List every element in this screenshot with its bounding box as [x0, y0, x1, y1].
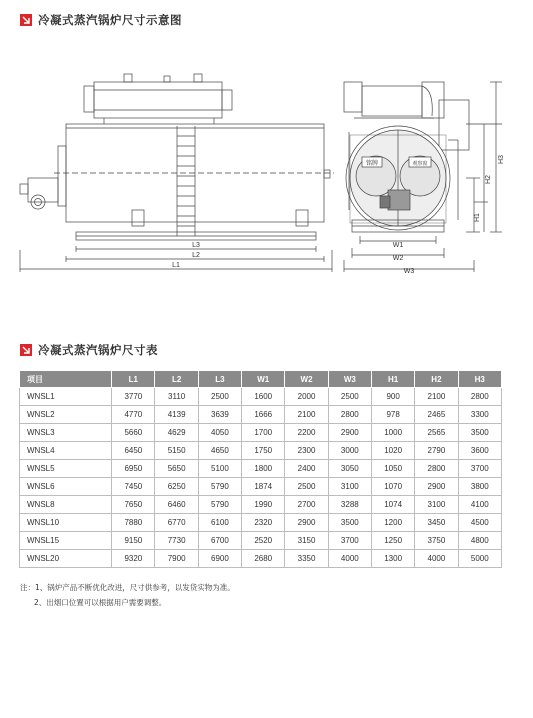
dimension-cell: 5790: [198, 478, 241, 496]
header-cell: W1: [242, 371, 285, 388]
dimension-cell: 4000: [415, 550, 458, 568]
header-cell: W3: [328, 371, 371, 388]
dim-label-w2: W2: [392, 255, 404, 262]
dimension-cell: 2000: [285, 388, 328, 406]
dimension-cell: 2700: [285, 496, 328, 514]
dimension-cell: 2500: [285, 478, 328, 496]
dimension-cell: 6700: [198, 532, 241, 550]
dimension-cell: 3750: [415, 532, 458, 550]
table-row: [20, 478, 502, 496]
dimension-cell: 4629: [155, 424, 198, 442]
dimension-cell: 2200: [285, 424, 328, 442]
dimension-cell: 2800: [458, 388, 501, 406]
dimension-cell: 7900: [155, 550, 198, 568]
side-view: [20, 74, 334, 272]
dimension-cell: 2900: [415, 478, 458, 496]
model-cell: WNSL5: [20, 460, 112, 478]
diagram-section-title: 冷凝式蒸汽锅炉尺寸示意图: [38, 13, 182, 27]
dimension-cell: 2900: [285, 514, 328, 532]
header-cell: L2: [155, 371, 198, 388]
dimension-cell: 3050: [328, 460, 371, 478]
table-row: [20, 550, 502, 568]
dimension-cell: 7730: [155, 532, 198, 550]
dimension-cell: 3770: [112, 388, 155, 406]
dimension-cell: 2800: [328, 406, 371, 424]
dimension-cell: 3700: [458, 460, 501, 478]
model-cell: WNSL8: [20, 496, 112, 514]
dimension-cell: 3000: [328, 442, 371, 460]
dimension-cell: 978: [371, 406, 414, 424]
dimension-cell: 2565: [415, 424, 458, 442]
dimension-cell: 4139: [155, 406, 198, 424]
dimension-cell: 3288: [328, 496, 371, 514]
header-cell: L1: [112, 371, 155, 388]
dimension-cell: 6450: [112, 442, 155, 460]
dimension-cell: 6100: [198, 514, 241, 532]
table-row: [20, 460, 502, 478]
model-cell: WNSL1: [20, 388, 112, 406]
table-section-header: [20, 342, 158, 358]
dimension-cell: 3700: [328, 532, 371, 550]
dim-label-h3: H3: [498, 155, 505, 164]
dimension-cell: 3300: [458, 406, 501, 424]
dimension-cell: 1250: [371, 532, 414, 550]
dimension-cell: 3600: [458, 442, 501, 460]
dimension-cell: 1600: [242, 388, 285, 406]
dimension-cell: 6950: [112, 460, 155, 478]
dimension-cell: 1666: [242, 406, 285, 424]
dimension-cell: 2400: [285, 460, 328, 478]
dimension-cell: 6770: [155, 514, 198, 532]
model-cell: WNSL6: [20, 478, 112, 496]
dim-label-h1: H1: [474, 213, 481, 222]
dimension-cell: 1074: [371, 496, 414, 514]
header-cell: H2: [415, 371, 458, 388]
notes: [20, 580, 235, 610]
table-row: [20, 388, 502, 406]
dim-label-w3: W3: [403, 268, 415, 275]
dimension-cell: 9320: [112, 550, 155, 568]
model-cell: WNSL2: [20, 406, 112, 424]
dimension-cell: 4000: [328, 550, 371, 568]
dimension-cell: 7650: [112, 496, 155, 514]
arrow-bullet-icon: [20, 14, 32, 26]
table-row: [20, 532, 502, 550]
dimension-cell: 3150: [285, 532, 328, 550]
table-row: [20, 424, 502, 442]
dimension-cell: 1300: [371, 550, 414, 568]
dimension-cell: 3350: [285, 550, 328, 568]
dimension-cell: 7450: [112, 478, 155, 496]
header-cell: H1: [371, 371, 414, 388]
dimension-cell: 1070: [371, 478, 414, 496]
dimension-cell: 1050: [371, 460, 414, 478]
dimension-cell: 1000: [371, 424, 414, 442]
dimension-cell: 3100: [415, 496, 458, 514]
dimension-cell: 2500: [328, 388, 371, 406]
model-cell: WNSL3: [20, 424, 112, 442]
dimension-cell: 3100: [328, 478, 371, 496]
dim-label-w1: W1: [392, 242, 404, 249]
dimension-cell: 4500: [458, 514, 501, 532]
header-cell: L3: [198, 371, 241, 388]
dim-label-h2: H2: [485, 175, 492, 184]
dimension-cell: 1750: [242, 442, 285, 460]
dimension-cell: 5660: [112, 424, 155, 442]
front-view: [344, 82, 505, 275]
table-row: [20, 514, 502, 532]
boiler-dimension-drawing: [14, 60, 504, 275]
dimension-cell: 1990: [242, 496, 285, 514]
dimension-cell: 5650: [155, 460, 198, 478]
window-label: 观察窗: [412, 161, 428, 167]
dim-label-l2: L2: [192, 252, 200, 259]
dimension-cell: 4650: [198, 442, 241, 460]
dimension-cell: 2100: [285, 406, 328, 424]
dimension-cell: 3500: [458, 424, 501, 442]
nameplate-label: 铭牌: [365, 161, 379, 167]
table-header-row: [20, 371, 502, 388]
dimension-cell: 2790: [415, 442, 458, 460]
note-2: 2、出烟口位置可以根据用户需要调整。: [34, 598, 167, 607]
dimension-cell: 2680: [242, 550, 285, 568]
dimension-cell: 5100: [198, 460, 241, 478]
header-cell: W2: [285, 371, 328, 388]
dimension-cell: 1874: [242, 478, 285, 496]
dimension-cell: 1800: [242, 460, 285, 478]
dimension-cell: 3639: [198, 406, 241, 424]
dimension-cell: 2465: [415, 406, 458, 424]
dimension-table: [19, 370, 502, 568]
dimension-cell: 4050: [198, 424, 241, 442]
header-cell: 项目: [20, 371, 112, 388]
dimension-cell: 2800: [415, 460, 458, 478]
dimension-cell: 2900: [328, 424, 371, 442]
table-row: [20, 442, 502, 460]
dim-label-l1: L1: [172, 262, 180, 269]
dimension-cell: 3800: [458, 478, 501, 496]
table-row: [20, 406, 502, 424]
table-section-title: 冷凝式蒸汽锅炉尺寸表: [38, 343, 158, 357]
dimension-cell: 3110: [155, 388, 198, 406]
dimension-cell: 1200: [371, 514, 414, 532]
diagram-section-header: [20, 12, 182, 28]
header-cell: H3: [458, 371, 501, 388]
dimension-cell: 2100: [415, 388, 458, 406]
dimension-cell: 900: [371, 388, 414, 406]
dimension-cell: 6250: [155, 478, 198, 496]
dimension-cell: 2320: [242, 514, 285, 532]
table-row: [20, 496, 502, 514]
note-1: 注：1、锅炉产品不断优化改进，尺寸供参考，以发货实物为准。: [20, 583, 235, 592]
dimension-cell: 4100: [458, 496, 501, 514]
dimension-cell: 1700: [242, 424, 285, 442]
dimension-cell: 7880: [112, 514, 155, 532]
dimension-cell: 5000: [458, 550, 501, 568]
dimension-cell: 4800: [458, 532, 501, 550]
dimension-cell: 2500: [198, 388, 241, 406]
dimension-cell: 2520: [242, 532, 285, 550]
dimension-cell: 3450: [415, 514, 458, 532]
dimension-cell: 2300: [285, 442, 328, 460]
dimension-cell: 9150: [112, 532, 155, 550]
dim-label-l3: L3: [192, 242, 200, 249]
model-cell: WNSL20: [20, 550, 112, 568]
dimension-cell: 6460: [155, 496, 198, 514]
dimension-cell: 1020: [371, 442, 414, 460]
dimension-cell: 5150: [155, 442, 198, 460]
model-cell: WNSL10: [20, 514, 112, 532]
model-cell: WNSL4: [20, 442, 112, 460]
dimension-cell: 3500: [328, 514, 371, 532]
model-cell: WNSL15: [20, 532, 112, 550]
dimension-cell: 6900: [198, 550, 241, 568]
dimension-cell: 5790: [198, 496, 241, 514]
dimension-cell: 4770: [112, 406, 155, 424]
arrow-bullet-icon: [20, 344, 32, 356]
